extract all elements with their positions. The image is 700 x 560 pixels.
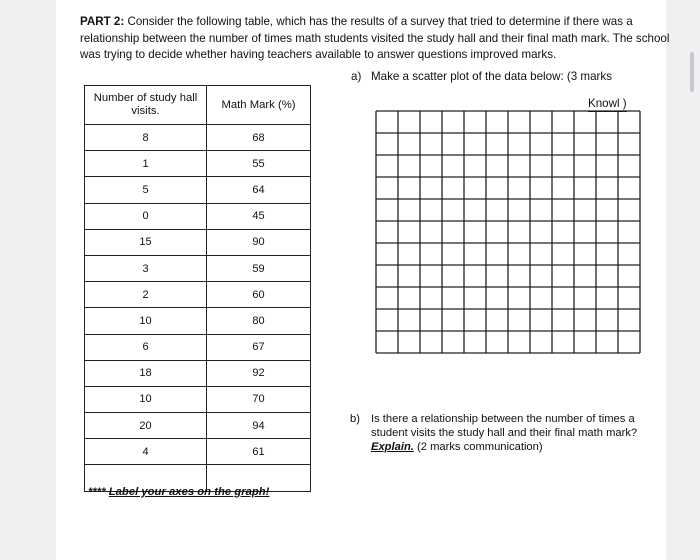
question-a-text: Make a scatter plot of the data below: (3 marks <box>370 70 612 83</box>
part-label: PART 2: <box>80 15 125 28</box>
table-row <box>85 203 311 229</box>
table-row <box>85 413 311 439</box>
table-row <box>85 334 311 360</box>
survey-table <box>84 85 311 492</box>
table-header-row <box>85 86 311 125</box>
cell-visits: 6 <box>85 334 207 360</box>
cell-visits: 2 <box>85 282 207 308</box>
table-row <box>85 282 311 308</box>
cell-mark: 92 <box>207 360 311 386</box>
table-row <box>85 308 311 334</box>
cell-mark: 70 <box>207 386 311 412</box>
cell-visits: 1 <box>85 151 207 177</box>
cell-visits: 20 <box>85 413 207 439</box>
intro-text: Consider the following table, which has the results of a survey that tried to determine if there was a relationship between the number of times math students visited the study hall and their final math mark. The school was trying to decide whether having teachers available to answer questions improved marks. <box>80 15 670 61</box>
cell-mark: 64 <box>207 177 311 203</box>
label-axes-note <box>88 486 269 498</box>
cell-visits: 0 <box>85 203 207 229</box>
table-row <box>85 177 311 203</box>
cell-mark: 61 <box>207 439 311 465</box>
table-row <box>85 125 311 151</box>
cell-visits: 5 <box>85 177 207 203</box>
table-row <box>85 439 311 465</box>
table-row <box>85 386 311 412</box>
cell-visits: 10 <box>85 308 207 334</box>
table-row <box>85 255 311 281</box>
explain-label: Explain. <box>371 441 414 453</box>
cell-mark: 45 <box>207 203 311 229</box>
part2-intro <box>80 14 670 64</box>
question-a <box>351 69 612 85</box>
cell-mark: 59 <box>207 255 311 281</box>
cell-mark: 67 <box>207 334 311 360</box>
note-stars: **** <box>88 486 106 498</box>
cell-visits: 10 <box>85 386 207 412</box>
cell-visits: 8 <box>85 125 207 151</box>
table-row <box>85 229 311 255</box>
header-visits: Number of study hall visits. <box>85 86 207 125</box>
cell-mark: 68 <box>207 125 311 151</box>
question-b-marks: (2 marks communication) <box>417 441 543 453</box>
question-b-prefix: b) <box>350 413 360 425</box>
cell-visits: 3 <box>85 255 207 281</box>
cell-mark: 80 <box>207 308 311 334</box>
question-a-prefix: a) <box>351 70 362 83</box>
cell-visits: 18 <box>85 360 207 386</box>
table-row <box>85 360 311 386</box>
scrollbar[interactable] <box>690 52 694 92</box>
question-b-body <box>371 412 646 454</box>
cell-mark: 94 <box>207 413 311 439</box>
table-row <box>85 151 311 177</box>
cell-mark: 90 <box>207 229 311 255</box>
blank-scatter-grid[interactable] <box>375 110 641 356</box>
cell-mark: 55 <box>207 151 311 177</box>
question-a-continuation: Knowl ) <box>588 97 627 110</box>
note-text: Label your axes on the graph! <box>108 486 270 498</box>
cell-visits: 4 <box>85 439 207 465</box>
question-b-text: Is there a relationship between the number of times a student visits the study hall and their final math mark? <box>371 413 638 439</box>
cell-visits: 15 <box>85 229 207 255</box>
cell-mark: 60 <box>207 282 311 308</box>
header-mark: Math Mark (%) <box>207 86 311 125</box>
